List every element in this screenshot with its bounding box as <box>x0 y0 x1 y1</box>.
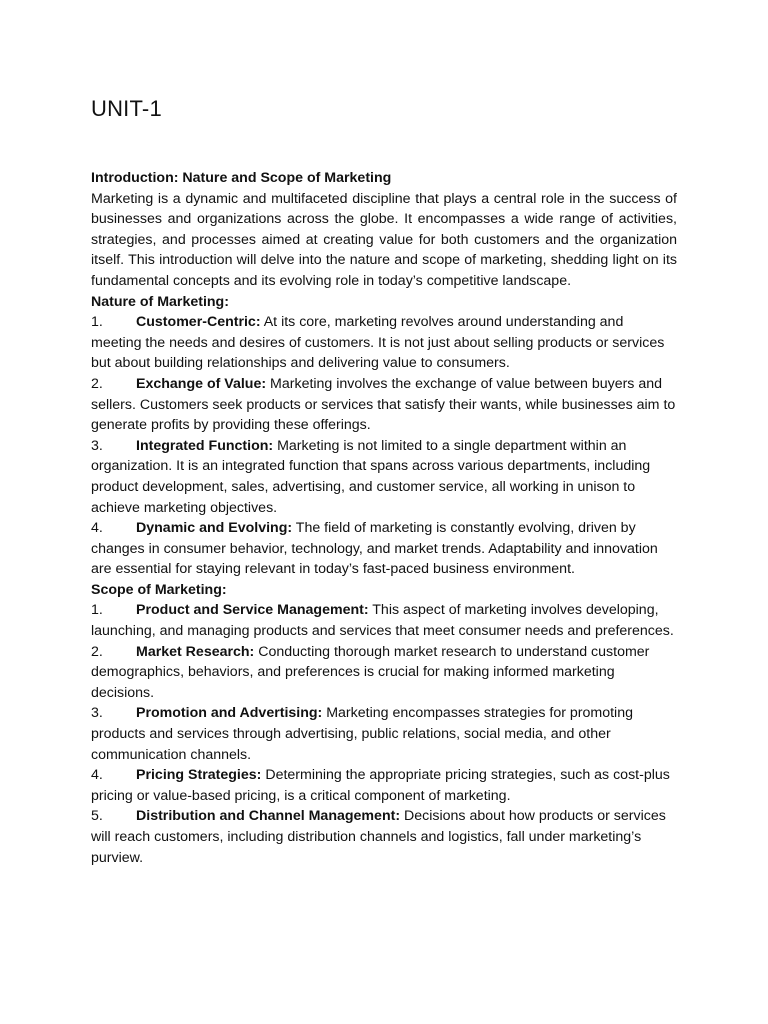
item-text: Marketing is not limited to a single department within an organization. It is an integrated function that spans across various departments, including product development, sales, advertising, and customer service, all working in unison to achieve marketing objectives. <box>91 437 651 516</box>
item-text: Marketing encompasses strategies for promoting products and services through advertising, public relations, social media, and other communication channels. <box>91 705 633 763</box>
item-text: This aspect of marketing involves developing, launching, and managing products and services that meet consumer needs and preferences. <box>91 602 674 640</box>
scope-heading-text: Scope of Marketing <box>91 581 222 598</box>
scope-list <box>91 600 677 868</box>
scope-heading <box>91 580 677 601</box>
item-number: 3. <box>91 705 103 722</box>
item-title: Pricing Strategies: <box>136 767 262 784</box>
list-item <box>91 765 677 806</box>
nature-heading-colon: : <box>224 293 229 310</box>
unit-title: UNIT-1 <box>91 96 162 121</box>
list-item <box>91 518 677 580</box>
item-text: Conducting thorough market research to understand customer demographics, behaviors, and preferences is crucial for making informed marketing decisions. <box>91 643 650 701</box>
list-item <box>91 806 677 868</box>
item-number: 4. <box>91 767 103 784</box>
item-number: 3. <box>91 437 103 454</box>
item-text: At its core, marketing revolves around understanding and meeting the needs and desires of customers. It is not just about selling products or services but about building relationships and delivering value to consumers. <box>91 314 665 372</box>
nature-heading <box>91 292 677 313</box>
item-number: 5. <box>91 808 103 825</box>
document-body <box>91 168 677 868</box>
item-number: 4. <box>91 520 103 537</box>
item-title: Exchange of Value: <box>136 375 267 392</box>
item-text: Determining the appropriate pricing strategies, such as cost-plus pricing or value-based pricing, is a critical component of marketing. <box>91 767 670 804</box>
item-text: The field of marketing is constantly evolving, driven by changes in consumer behavior, technology, and market trends. Adaptability and innovation are essential for staying relevant in today’s fast-paced business environment. <box>91 520 658 578</box>
item-title: Dynamic and Evolving: <box>136 520 293 537</box>
item-title: Distribution and Channel Management: <box>136 808 401 825</box>
item-number: 1. <box>91 602 103 619</box>
item-title: Promotion and Advertising: <box>136 705 323 722</box>
list-item <box>91 374 677 436</box>
intro-heading: Introduction: Nature and Scope of Marketing <box>91 170 392 186</box>
nature-list <box>91 312 677 580</box>
item-title: Market Research: <box>136 643 255 660</box>
item-number: 2. <box>91 375 103 392</box>
item-text: Marketing involves the exchange of value between buyers and sellers. Customers seek products or services that satisfy their wants, while businesses aim to generate profits by providing these offerings. <box>91 375 676 434</box>
item-number: 2. <box>91 643 103 660</box>
intro-paragraph: Marketing is a dynamic and multifaceted discipline that plays a central role in the success of businesses and organizations across the globe. It encompasses a wide range of activities, strategies, and processes aimed at creating value for both customers and the organization itself. This introduction will delve into the nature and scope of marketing, shedding light on its fundamental concepts and its evolving role in today’s competitive landscape. <box>91 190 677 289</box>
scope-heading-colon: : <box>221 581 227 598</box>
item-title: Customer-Centric: <box>136 314 261 331</box>
list-item <box>91 703 677 765</box>
list-item <box>91 600 677 641</box>
list-item <box>91 642 677 704</box>
item-text: Decisions about how products or services will reach customers, including distribution channels and logistics, fall under marketing’s purview. <box>91 808 666 866</box>
list-item <box>91 312 677 374</box>
list-item <box>91 436 677 518</box>
nature-heading-text: Nature of Marketing <box>91 293 225 310</box>
item-title: Integrated Function: <box>136 437 274 454</box>
item-number: 1. <box>91 314 103 331</box>
item-title: Product and Service Management: <box>136 602 369 619</box>
